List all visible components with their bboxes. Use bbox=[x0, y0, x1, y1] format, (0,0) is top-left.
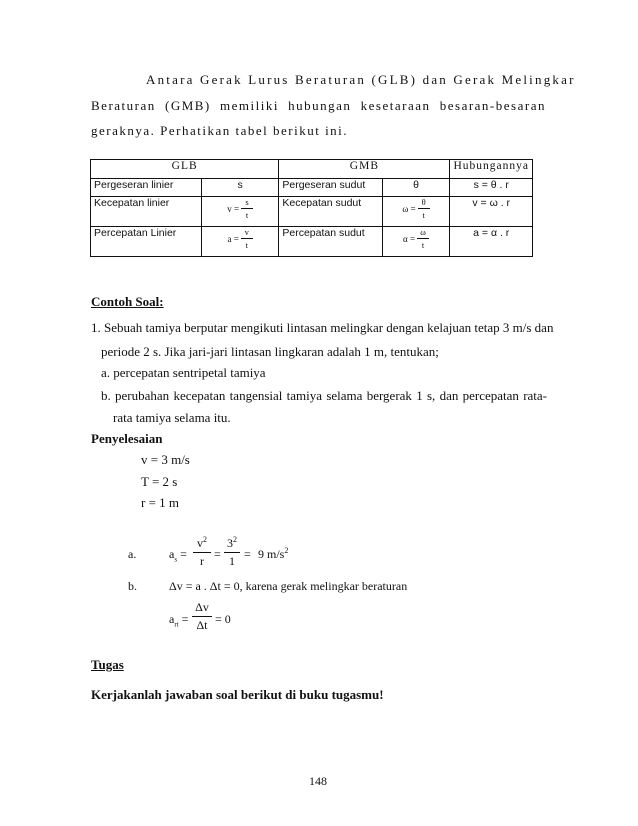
glb-quantity: Percepatan Linier bbox=[91, 227, 202, 257]
fraction bbox=[241, 227, 253, 250]
fraction-3sq-over-1 bbox=[224, 537, 240, 568]
solution-a-label: a. bbox=[128, 547, 137, 561]
intro-line-1: Antara Gerak Lurus Beraturan (GLB) dan Gerak Melingkar bbox=[146, 72, 576, 87]
glb-formula bbox=[201, 197, 278, 227]
denominator: 1 bbox=[229, 554, 235, 568]
fraction bbox=[417, 227, 429, 250]
numerator: 3 bbox=[227, 536, 233, 550]
relation: v = ω . r bbox=[450, 197, 533, 227]
symbol-a: a bbox=[169, 547, 175, 561]
header-hubungan: Hubungannya bbox=[450, 160, 533, 179]
symbol-a: a bbox=[169, 612, 175, 626]
intro-word: hubungan bbox=[288, 98, 352, 113]
gmb-formula bbox=[382, 227, 450, 257]
problem-line-2: periode 2 s. Jika jari-jari lintasan lingkaran adalah 1 m, tentukan; bbox=[101, 344, 439, 359]
solution-b-label: b. bbox=[128, 579, 137, 593]
denominator: Δt bbox=[196, 618, 208, 632]
subscript: rt bbox=[174, 620, 179, 629]
gmb-formula bbox=[382, 197, 450, 227]
numerator: v bbox=[197, 536, 203, 550]
solution-b2-result: = 0 bbox=[215, 612, 231, 626]
header-gmb: GMB bbox=[279, 160, 450, 179]
numerator: v bbox=[244, 227, 249, 237]
task-heading: Tugas bbox=[91, 657, 124, 672]
table-row bbox=[91, 227, 533, 257]
solution-b-line: Δv = a . Δt = 0, karena gerak melingkar beraturan bbox=[169, 579, 408, 593]
intro-word: Beraturan bbox=[91, 98, 156, 113]
superscript: 2 bbox=[284, 546, 289, 555]
gmb-quantity: Percepatan sudut bbox=[279, 227, 382, 257]
denominator: t bbox=[245, 210, 249, 220]
fraction-v2-over-r bbox=[193, 537, 211, 568]
intro-word: besaran-besaran bbox=[439, 98, 546, 113]
gmb-symbol: θ bbox=[382, 179, 450, 197]
example-heading: Contoh Soal: bbox=[91, 294, 164, 309]
glb-quantity: Kecepatan linier bbox=[91, 197, 202, 227]
solution-a-result bbox=[258, 547, 288, 562]
task-instruction: Kerjakanlah jawaban soal berikut di buku tugasmu! bbox=[91, 687, 384, 702]
result-value: 9 m/s bbox=[258, 547, 285, 561]
equals-sign: = bbox=[244, 547, 251, 561]
problem-item-a: a. percepatan sentripetal tamiya bbox=[101, 365, 266, 380]
intro-word: (GMB) bbox=[164, 98, 211, 113]
given-period: T = 2 s bbox=[141, 474, 178, 489]
solution-heading: Penyelesaian bbox=[91, 431, 163, 446]
table-header-row bbox=[91, 160, 533, 179]
superscript: 2 bbox=[203, 535, 207, 544]
glb-symbol: s bbox=[201, 179, 278, 197]
subscript: s bbox=[174, 555, 178, 564]
formula-lhs: a = bbox=[227, 233, 239, 244]
numerator: θ bbox=[421, 197, 426, 207]
table-row bbox=[91, 179, 533, 197]
fraction bbox=[241, 197, 253, 220]
problem-item-b-line-1: b. perubahan kecepatan tangensial tamiya selama bergerak 1 s, dan percepatan rata- bbox=[101, 388, 547, 403]
given-velocity: v = 3 m/s bbox=[141, 452, 190, 467]
denominator: t bbox=[421, 240, 425, 250]
intro-word: kesetaraan bbox=[360, 98, 431, 113]
glb-quantity: Pergeseran linier bbox=[91, 179, 202, 197]
relation: s = θ . r bbox=[450, 179, 533, 197]
gmb-quantity: Kecepatan sudut bbox=[279, 197, 382, 227]
formula-lhs: v = bbox=[227, 203, 240, 214]
solution-a-lhs: $a_s$ = bbox=[169, 547, 187, 564]
solution-b2-lhs: $a_{rt}$ = bbox=[169, 612, 189, 629]
numerator: ω bbox=[420, 227, 426, 237]
relation: a = α . r bbox=[450, 227, 533, 257]
problem-item-b-line-2: rata tamiya selama itu. bbox=[113, 410, 231, 425]
formula-lhs: α = bbox=[402, 233, 416, 244]
denominator: t bbox=[422, 210, 425, 220]
formula-lhs: ω = bbox=[402, 203, 416, 214]
equals-sign: = bbox=[214, 547, 221, 561]
numerator: Δv bbox=[195, 600, 209, 614]
fraction-dv-over-dt bbox=[192, 601, 212, 632]
table-row bbox=[91, 197, 533, 227]
superscript: 2 bbox=[233, 535, 237, 544]
intro-line-2 bbox=[91, 98, 546, 114]
intro-word: memiliki bbox=[219, 98, 279, 113]
glb-gmb-table bbox=[90, 159, 533, 257]
denominator: r bbox=[200, 554, 204, 568]
glb-formula bbox=[201, 227, 278, 257]
numerator: s bbox=[245, 197, 249, 207]
header-glb: GLB bbox=[91, 160, 279, 179]
page-number: 148 bbox=[309, 774, 327, 788]
denominator: t bbox=[245, 240, 248, 250]
fraction bbox=[418, 197, 430, 220]
gmb-quantity: Pergeseran sudut bbox=[279, 179, 382, 197]
problem-line-1: 1. Sebuah tamiya berputar mengikuti lintasan melingkar dengan kelajuan tetap 3 m/s dan bbox=[91, 320, 554, 335]
intro-line-3: geraknya. Perhatikan tabel berikut ini. bbox=[91, 123, 349, 138]
given-radius: r = 1 m bbox=[141, 495, 180, 510]
